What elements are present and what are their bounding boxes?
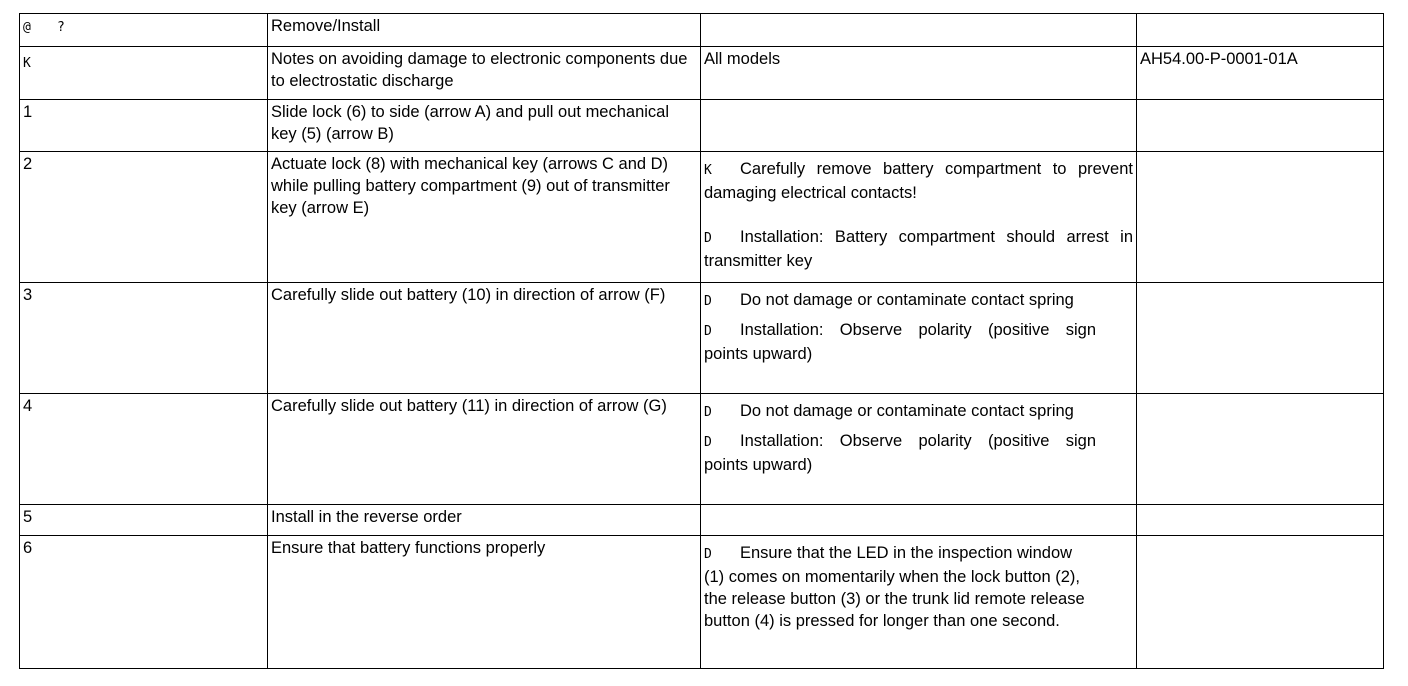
notes-cell	[701, 100, 1137, 152]
note-caution	[704, 158, 1133, 204]
note-text: Do not damage or contaminate contact spring	[740, 291, 1074, 309]
note-hint	[704, 542, 1086, 632]
caution-symbol: K	[704, 163, 712, 178]
instruction-text: Carefully slide out battery (10) in direction of arrow (F)	[271, 286, 666, 304]
table-row	[20, 47, 1384, 100]
instruction-cell	[268, 394, 701, 505]
notes-cell	[701, 394, 1137, 505]
remark-cell	[701, 47, 1137, 100]
step-number: 6	[23, 539, 33, 557]
step-cell	[20, 536, 268, 669]
reference-cell	[1137, 47, 1384, 100]
step-cell	[20, 47, 268, 100]
note-hint	[704, 319, 1096, 365]
hint-symbol: D	[704, 324, 712, 339]
step-cell	[20, 394, 268, 505]
step-cell	[20, 505, 268, 536]
question-symbol: ?	[57, 20, 65, 35]
at-symbol: @	[23, 20, 31, 35]
instruction-cell	[268, 505, 701, 536]
note-text: Installation: Battery compartment should arrest in transmitter key	[704, 228, 1133, 270]
instruction-cell	[268, 100, 701, 152]
hint-symbol: D	[704, 435, 712, 450]
step-cell	[20, 100, 268, 152]
hint-symbol: D	[704, 294, 712, 309]
instruction-text: Install in the reverse order	[271, 508, 462, 526]
instruction-text: Slide lock (6) to side (arrow A) and pull out mechanical key (5) (arrow B)	[271, 103, 670, 143]
note-text: Installation: Observe polarity (positive sign points upward)	[704, 321, 1096, 363]
hint-symbol: D	[704, 231, 712, 246]
reference-cell	[1137, 152, 1384, 283]
table-row	[20, 152, 1384, 283]
header-empty-cell	[1137, 14, 1384, 47]
step-number: 4	[23, 397, 33, 415]
table-row	[20, 394, 1384, 505]
reference-cell	[1137, 394, 1384, 505]
remark-text: All models	[704, 50, 781, 68]
reference-link[interactable]: AH54.00-P-0001-01A	[1140, 50, 1298, 68]
notes-cell	[701, 152, 1137, 283]
notes-cell	[701, 505, 1137, 536]
step-number: 5	[23, 508, 33, 526]
note-hint	[704, 289, 1096, 313]
step-symbol: K	[23, 56, 31, 71]
instruction-cell	[268, 283, 701, 394]
note-hint	[704, 430, 1096, 476]
instruction-cell	[268, 536, 701, 669]
hint-symbol: D	[704, 547, 712, 562]
note-text: Do not damage or contaminate contact spring	[740, 402, 1074, 420]
table-row	[20, 536, 1384, 669]
header-empty-cell	[701, 14, 1137, 47]
instruction-text: Carefully slide out battery (11) in direction of arrow (G)	[271, 397, 667, 415]
table-row	[20, 505, 1384, 536]
step-cell	[20, 152, 268, 283]
header-symbols	[23, 20, 91, 35]
header-row	[20, 14, 1384, 47]
table-row	[20, 283, 1384, 394]
header-symbol-cell	[20, 14, 268, 47]
reference-cell	[1137, 283, 1384, 394]
instruction-text: Ensure that battery functions properly	[271, 539, 546, 557]
header-title: Remove/Install	[271, 17, 381, 35]
note-text: Ensure that the LED in the inspection window (1) comes on momentarily when the lock button (2), the release button (3) or the trunk lid remote release button (4) is pressed for longer than one second.	[704, 544, 1085, 630]
note-text: Carefully remove battery compartment to prevent damaging electrical contacts!	[704, 160, 1133, 202]
step-number: 3	[23, 286, 33, 304]
instruction-cell	[268, 152, 701, 283]
reference-cell	[1137, 536, 1384, 669]
header-title-cell	[268, 14, 701, 47]
instruction-text: Notes on avoiding damage to electronic components due to electrostatic discharge	[271, 50, 688, 90]
reference-cell	[1137, 505, 1384, 536]
procedure-table	[19, 13, 1384, 669]
note-hint	[704, 226, 1133, 272]
reference-cell	[1137, 100, 1384, 152]
notes-cell	[701, 536, 1137, 669]
note-hint	[704, 400, 1096, 424]
step-number: 2	[23, 155, 33, 173]
instruction-cell	[268, 47, 701, 100]
notes-cell	[701, 283, 1137, 394]
note-text: Installation: Observe polarity (positive sign points upward)	[704, 432, 1096, 474]
step-cell	[20, 283, 268, 394]
instruction-text: Actuate lock (8) with mechanical key (arrows C and D) while pulling battery compartment (9) out of transmitter key (arrow E)	[271, 155, 670, 217]
hint-symbol: D	[704, 405, 712, 420]
table-row	[20, 100, 1384, 152]
step-number: 1	[23, 103, 33, 121]
